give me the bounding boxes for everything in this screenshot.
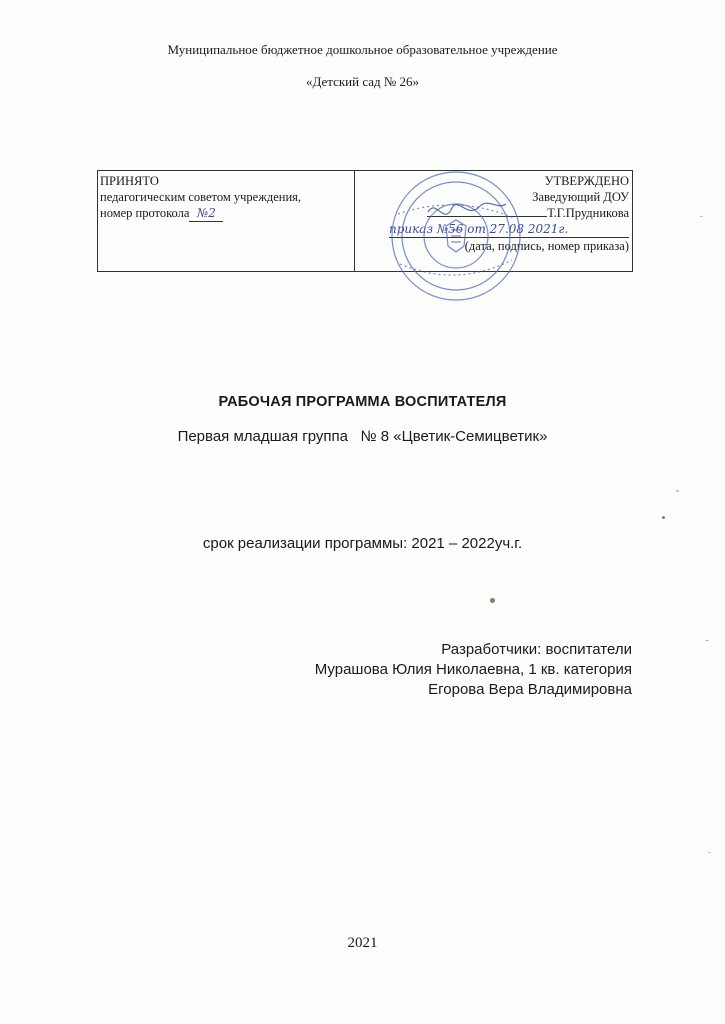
scan-speck [700,216,703,217]
accepted-heading: ПРИНЯТО [100,174,159,188]
protocol-number-field [189,205,223,222]
authors-block [315,640,632,700]
table-divider [354,171,355,271]
organization-short-name: «Детский сад № 26» [305,74,420,89]
accepted-line2 [100,205,350,222]
official-seal [388,168,524,304]
accepted-cell [100,173,350,222]
authors-label: Разработчики: воспитатели [441,641,632,658]
organization-name: Муниципальное бюджетное дошкольное образовательное учреждение [167,42,558,57]
author-1: Мурашова Юлия Николаевна, 1 кв. категория [314,661,632,678]
protocol-label: номер протокола [100,206,190,220]
order-caption: (дата, подпись, номер приказа) [464,239,629,253]
group-name: Первая младшая группа № 8 «Цветик-Семицветик» [177,428,548,445]
scan-speck [676,490,679,492]
order-handwritten: приказ №56 от 27.08 2021г. [389,221,629,238]
scan-speck [708,852,711,853]
approved-heading: УТВЕРЖДЕНО [544,174,629,188]
scan-speck [490,598,495,603]
author-2: Егорова Вера Владимировна [428,681,632,698]
scan-speck [705,640,709,641]
implementation-term: срок реализации программы: 2021 – 2022уч.г. [202,535,523,552]
protocol-number-handwritten: №2 [196,206,216,220]
scan-speck [662,516,665,519]
document-title: РАБОЧАЯ ПРОГРАММА ВОСПИТАТЕЛЯ [218,394,507,410]
approved-position: Заведующий ДОУ [532,190,629,204]
approval-table [97,170,633,272]
approved-signer: Т.Г.Прудникова [547,206,629,220]
accepted-line1: педагогическим советом учреждения, [100,190,302,204]
document-year: 2021 [347,935,378,951]
